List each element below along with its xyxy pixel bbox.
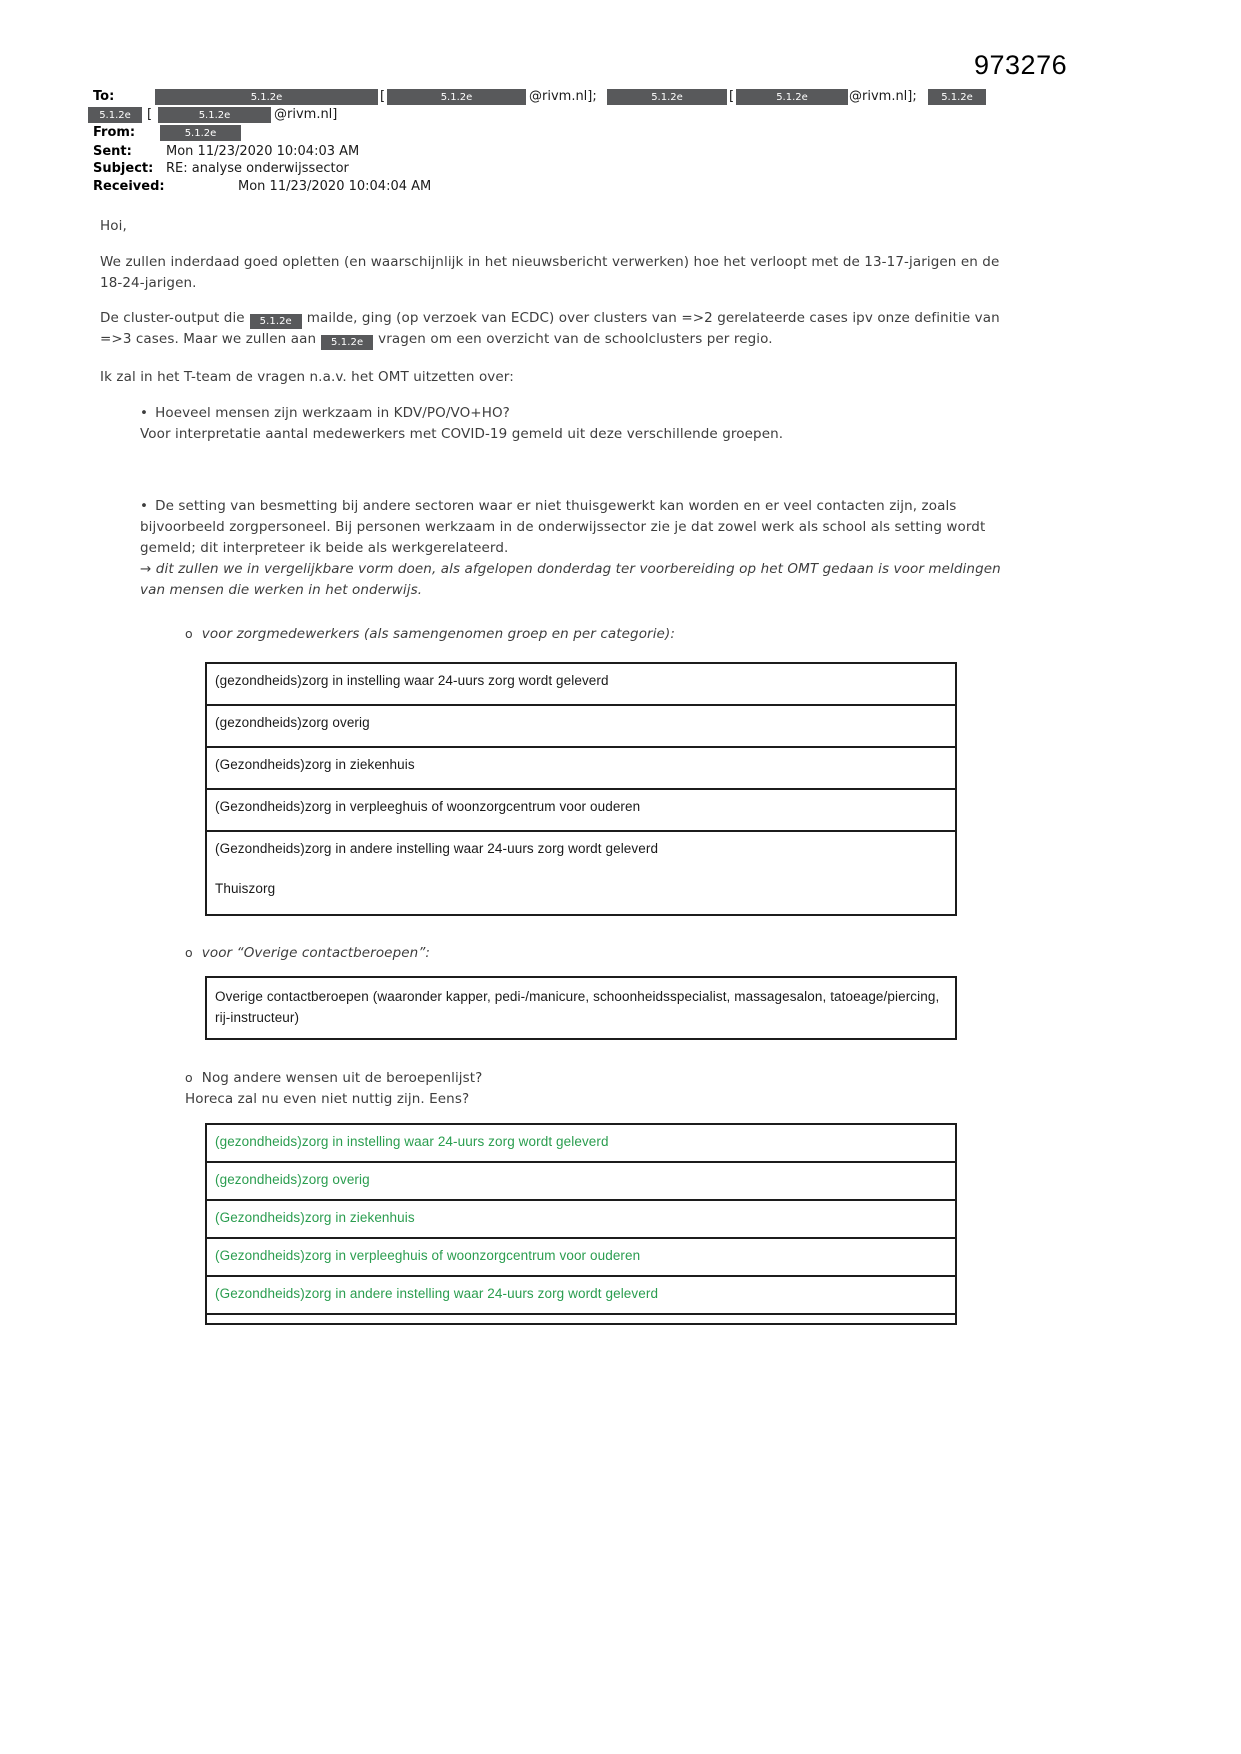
table-cell-text: (Gezondheids)zorg in verpleeghuis of woonzorgcentrum voor ouderen [215,1248,641,1263]
bracket-text: [ [380,89,386,104]
sent-value: Mon 11/23/2020 10:04:03 AM [166,144,360,159]
redaction-box: 5.1.2e [155,89,378,105]
table-cell-text: (gezondheids)zorg in instelling waar 24-uurs zorg wordt geleverd [215,1134,609,1149]
table-cell-text: (Gezondheids)zorg in ziekenhuis [215,1210,415,1225]
table-cut-row [207,1315,955,1323]
bullet-icon: • [140,405,149,421]
table-cell-text: (gezondheids)zorg in instelling waar 24-uurs zorg wordt geleverd [215,673,609,688]
received-label: Received: [93,179,165,194]
paragraph-2-before: De cluster-output die [100,310,245,326]
redaction-box: 5.1.2e [928,89,986,105]
email-domain-text: @rivm.nl] [274,107,338,122]
table-row [207,832,955,914]
table-row [207,1125,955,1163]
contact-table [205,976,957,1040]
bracket-text: [ [147,107,153,122]
header-to-line-2 [0,107,1241,125]
header-received-line [0,179,1241,197]
redaction-box: 5.1.2e [158,107,271,123]
table-cell-text: Overige contactberoepen (waaronder kapper, pedi-/manicure, schoonheidsspecialist, massagesalon, tatoeage/piercing, rij-instructeur) [215,989,940,1025]
header-from-line [0,125,1241,143]
bullet-item-2 [100,496,1010,559]
redaction-box: 5.1.2e [736,89,848,105]
sub-item-zorgmedewerkers [100,623,1010,645]
bullet-item-1 [100,403,1010,445]
subject-value: RE: analyse onderwijssector [166,161,349,176]
header-subject-line [0,161,1241,179]
redaction-box: 5.1.2e [160,125,241,141]
circle-bullet-icon: o [185,945,193,960]
table-row [207,748,955,790]
table-cell-text: (Gezondheids)zorg in ziekenhuis [215,757,415,772]
circle-bullet-icon: o [185,1070,193,1085]
email-domain-text: @rivm.nl]; [529,89,597,104]
sub-item-2-text: voor “Overige contactberoepen”: [201,945,431,961]
sub-item-3-line-2: Horeca zal nu even niet nuttig zijn. Eens? [185,1091,470,1107]
paragraph-3: Ik zal in het T-team de vragen n.a.v. het OMT uitzetten over: [100,369,514,385]
bullet-item-1-subtext: Voor interpretatie aantal medewerkers met COVID-19 gemeld uit deze verschillende groepen. [140,426,784,442]
table-row [207,1239,955,1277]
table-row [207,706,955,748]
table-row [207,1163,955,1201]
bullet-item-1-title [140,403,1010,424]
table-cell-text: (gezondheids)zorg overig [215,1172,370,1187]
table-cell-text: (Gezondheids)zorg in andere instelling waar 24-uurs zorg wordt geleverd [215,1286,659,1301]
sub-item-beroepenlijst [100,1067,1010,1110]
received-value: Mon 11/23/2020 10:04:04 AM [238,179,432,194]
header-sent-line [0,144,1241,162]
from-label: From: [93,125,136,140]
sub-item-3a-text: Nog andere wensen uit de beroepenlijst? [201,1070,483,1086]
redaction-box: 5.1.2e [607,89,727,105]
table-row [207,978,955,1038]
bullet-item-1-text: Hoeveel mensen zijn werkzaam in KDV/PO/VO+HO? [155,405,510,421]
paragraph-2 [100,308,1010,350]
sent-label: Sent: [93,144,132,159]
circle-bullet-icon: o [185,626,193,641]
table-cell-text: Thuiszorg [215,881,276,896]
bullet-item-2-text: De setting van besmetting bij andere sectoren waar er niet thuisgewerkt kan worden en er veel contacten zijn, zoals bijvoorbeeld zorgpersoneel. Bij personen werkzaam in de onderwijssector zie je dat zowel werk als school als setting wordt gemeld; dit interpreteer ik beide als werkgerelateerd. [140,498,986,556]
email-domain-text: @rivm.nl]; [849,89,917,104]
arrow-note: → dit zullen we in vergelijkbare vorm doen, als afgelopen donderdag ter voorbereiding op het OMT gedaan is voor meldingen van mensen die werken in het onderwijs. [140,561,1001,598]
zorg-table [205,662,957,916]
bullet-icon: • [140,498,149,514]
subject-label: Subject: [93,161,154,176]
green-table [205,1123,957,1325]
redaction-box: 5.1.2e [88,107,142,123]
header-to-line-1 [0,89,1241,107]
paragraph-1: We zullen inderdaad goed opletten (en waarschijnlijk in het nieuwsbericht verwerken) hoe het verloopt met de 13-17-jarigen en de 18-24-jarigen. [100,254,1000,291]
table-row [207,1277,955,1315]
doc-number: 973276 [974,50,1068,80]
sub-item-3-line-1 [185,1067,1010,1089]
paragraph-2-after: vragen om een overzicht van de schoolclusters per regio. [378,331,773,347]
redaction-box: 5.1.2e [321,335,373,350]
table-cell-text: (Gezondheids)zorg in verpleeghuis of woonzorgcentrum voor ouderen [215,799,641,814]
table-row [207,1201,955,1239]
greeting: Hoi, [100,218,127,234]
redaction-box: 5.1.2e [250,314,302,329]
table-row [207,664,955,706]
email-body [100,216,1010,1325]
sub-item-contactberoepen [100,942,1010,964]
table-cell-text: (Gezondheids)zorg in andere instelling waar 24-uurs zorg wordt geleverd [215,841,659,856]
table-row [207,790,955,832]
paragraph-2-middle: mailde, ging (op verzoek van ECDC) over clusters van =>2 gerelateerde cases ipv onze definitie van =>3 cases. Maar we zullen aan [100,310,1000,347]
redaction-box: 5.1.2e [387,89,526,105]
sub-item-1-text: voor zorgmedewerkers (als samengenomen groep en per categorie): [201,626,675,642]
to-label: To: [93,89,115,104]
table-cell-text: (gezondheids)zorg overig [215,715,370,730]
bracket-text: [ [729,89,735,104]
